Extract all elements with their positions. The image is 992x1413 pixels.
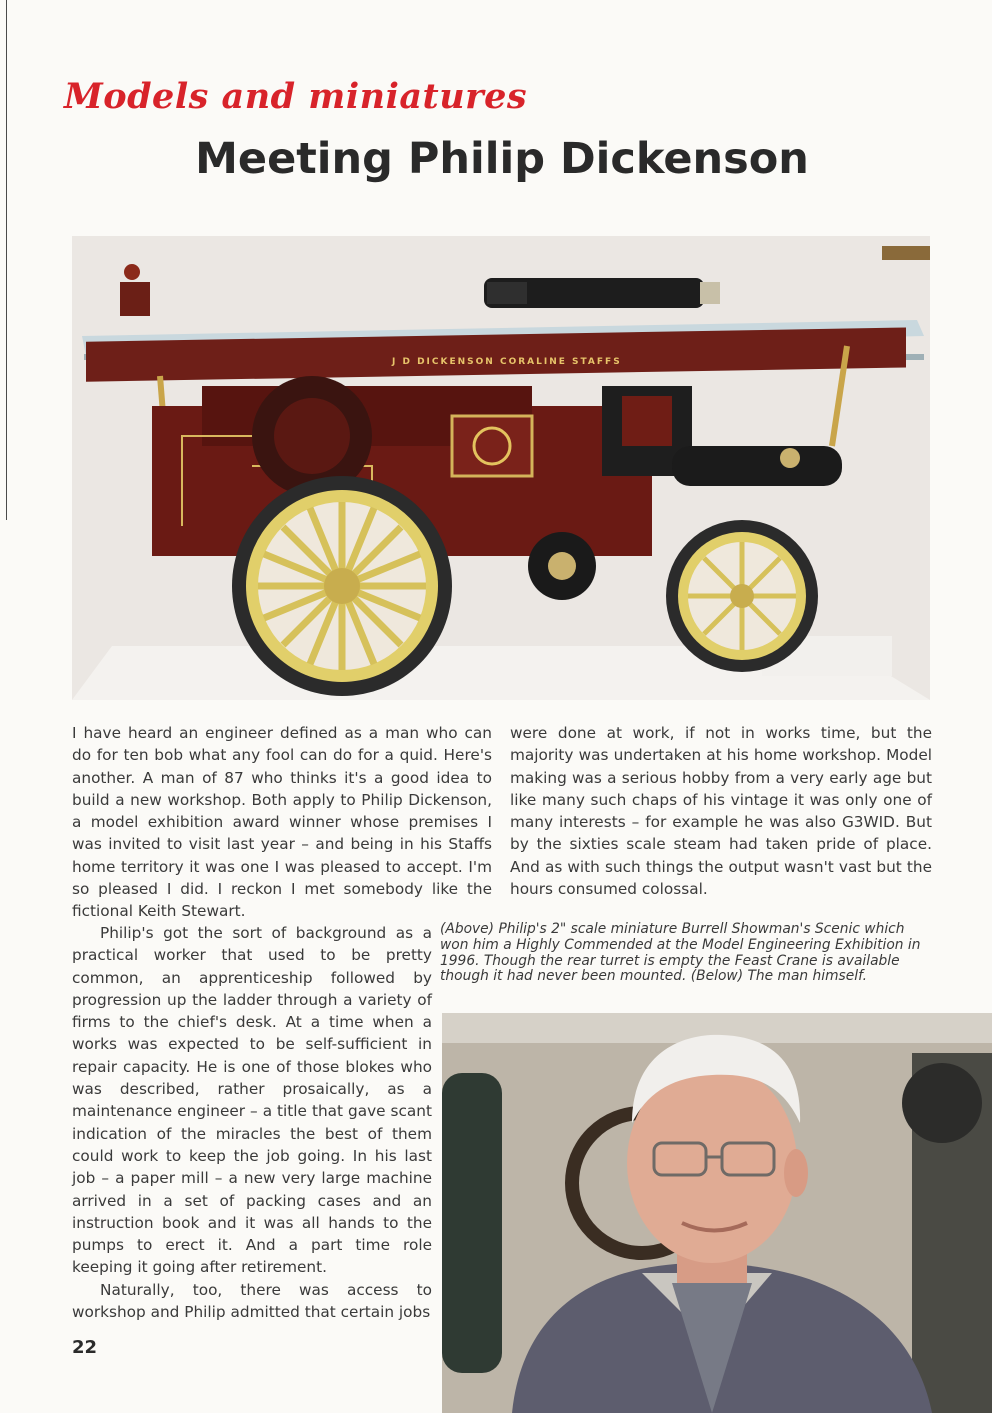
article-paragraph-2: Philip's got the sort of background as a practical worker that used to be pretty common, an apprenticeship followed by progression up the ladder through a variety of firms to the chief's desk. At a time when a works was expected to be self-sufficient in repair capacity. He is one of those blokes who was described, rather prosaically, as a maintenance engineer – a title that gave scant indication of the miracles the best of them could work to keep the job going. In his last job – a paper mill – a new very large machine arrived in a set of packing cases and an instruction book and it was all hands to the pumps to erect it. And a part time role keeping it going after retirement. xyxy=(72,924,432,1277)
article-paragraph-1: I have heard an engineer defined as a man who can do for ten bob what any fool can do for a quid. Here's another. A man of 87 who thinks it's a good idea to build a new workshop. Both apply to Philip Dickenson, a model exhibition award winner whose premises I was invited to visit last year – and being in his Staffs home territory it was one I was pleased to accept. I'm so pleased I did. I reckon I met somebody like the fictional Keith Stewart. xyxy=(72,724,492,921)
article-column-right-top xyxy=(510,722,932,900)
page-number: 22 xyxy=(72,1337,98,1358)
section-label: Models and miniatures xyxy=(64,76,528,117)
article-paragraph-3: Naturally, too, there was access to workshop and Philip admitted that certain jobs xyxy=(72,1280,432,1322)
article-paragraph-right: were done at work, if not in works time, but the majority was undertaken at his home workshop. Model making was a serious hobby from a very early age but like many such chaps of his vintage it was only one of many interests – for example he was also G3WID. But by the sixties scale steam had taken pride of place. And as with such things the output wasn't vast but the hours consumed colossal. xyxy=(510,724,932,899)
portrait-photo xyxy=(442,1013,992,1413)
engine-photo xyxy=(72,236,930,700)
article-title: Meeting Philip Dickenson xyxy=(195,134,809,184)
article-column-left-bottom xyxy=(72,922,432,1323)
canopy-lettering: J D DICKENSON CORALINE STAFFS xyxy=(392,357,622,367)
article-column-left-top xyxy=(72,722,492,923)
photo-caption: (Above) Philip's 2" scale miniature Burrell Showman's Scenic which won him a Highly Commended at the Model Engineering Exhibition in 1996. Though the rear turret is empty the Feast Crane is available though it had never been mounted. (Below) The man himself. xyxy=(440,921,921,985)
binding-edge-line xyxy=(6,0,7,520)
